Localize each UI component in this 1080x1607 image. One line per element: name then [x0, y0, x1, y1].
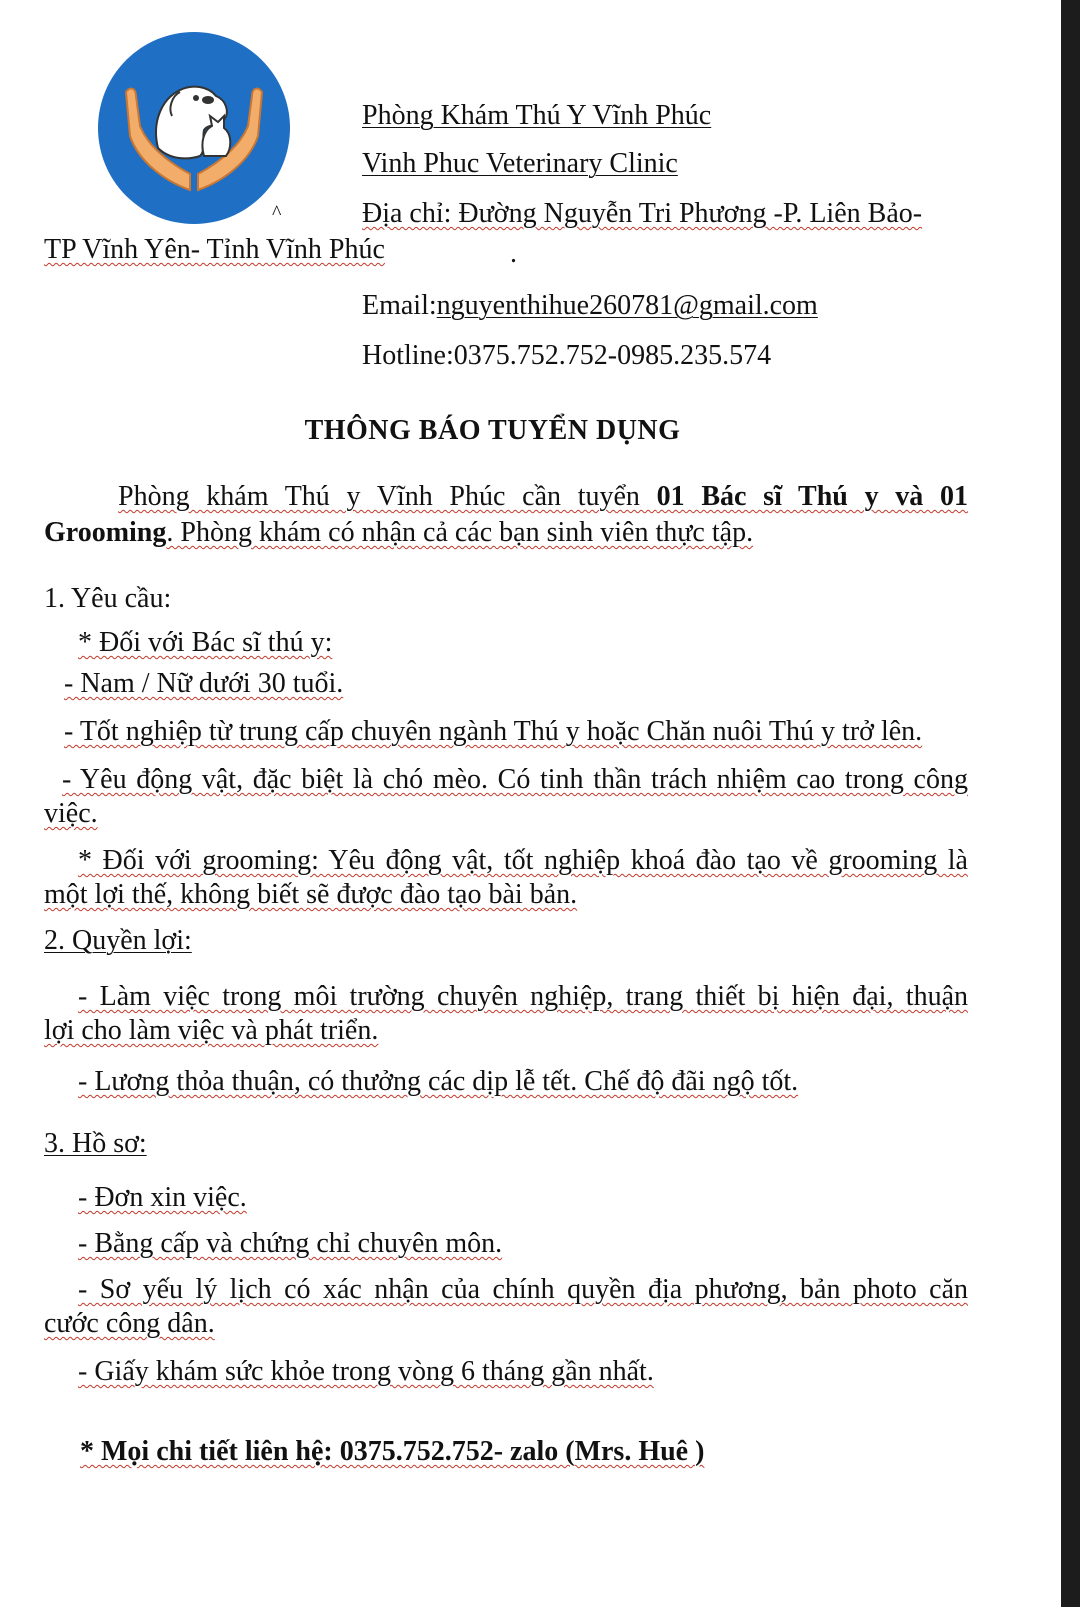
grooming-line1: * Đối với grooming: Yêu động vật, tốt nghiệp khoá đào tạo về grooming là	[78, 845, 968, 876]
section2-heading: 2. Quyền lợi:	[44, 925, 192, 956]
section1-heading: 1. Yêu cầu:	[44, 583, 172, 614]
intro-line1: Phòng khám Thú y Vĩnh Phúc cần tuyển 01 Bác sĩ Thú y và 01	[118, 481, 969, 512]
email-label: Email:	[362, 290, 437, 321]
benefit-1-line1: - Làm việc trong môi trường chuyên nghiệp, trang thiết bị hiện đại, thuận	[78, 981, 968, 1012]
vet-heading: * Đối với Bác sĩ thú y:	[78, 627, 333, 658]
document-3-line1: - Sơ yếu lý lịch có xác nhận của chính quyền địa phương, bản photo căn	[78, 1274, 968, 1305]
requirement-1: - Nam / Nữ dưới 30 tuổi.	[64, 668, 344, 699]
address-line1: Địa chỉ: Đường Nguyễn Tri Phương -P. Liên Bảo-	[362, 198, 923, 229]
contact-line: * Mọi chi tiết liên hệ: 0375.752.752- zalo (Mrs. Huê )	[80, 1436, 705, 1467]
screen-edge	[1061, 0, 1080, 1607]
caret-mark: ^	[272, 202, 282, 224]
requirement-2: - Tốt nghiệp từ trung cấp chuyên ngành Thú y hoặc Chăn nuôi Thú y trở lên.	[64, 716, 923, 747]
grooming-line2: một lợi thế, không biết sẽ được đào tạo bài bản.	[44, 879, 578, 910]
email-link[interactable]: nguyenthihue260781@gmail.com	[436, 290, 818, 321]
clinic-name-vi: Phòng Khám Thú Y Vĩnh Phúc	[362, 100, 712, 131]
requirement-3-line1: - Yêu động vật, đặc biệt là chó mèo. Có tinh thần trách nhiệm cao trong công	[62, 764, 968, 795]
document-1: - Đơn xin việc.	[78, 1182, 247, 1213]
section3-heading: 3. Hồ sơ:	[44, 1128, 147, 1159]
address-line2: TP Vĩnh Yên- Tỉnh Vĩnh Phúc	[44, 234, 385, 265]
document-4: - Giấy khám sức khỏe trong vòng 6 tháng gần nhất.	[78, 1356, 654, 1387]
hotline: Hotline:0375.752.752-0985.235.574	[362, 340, 772, 371]
benefit-2: - Lương thỏa thuận, có thưởng các dịp lễ tết. Chế độ đãi ngộ tốt.	[78, 1066, 799, 1097]
email-line	[362, 289, 818, 323]
benefit-1-line2: lợi cho làm việc và phát triển.	[44, 1015, 379, 1046]
document-2: - Bằng cấp và chứng chỉ chuyên môn.	[78, 1228, 503, 1259]
intro-line2: Grooming. Phòng khám có nhận cả các bạn sinh viên thực tập.	[44, 517, 754, 548]
requirement-3-line2: việc.	[44, 798, 98, 829]
document-3-line2: cước công dân.	[44, 1308, 215, 1339]
notice-title: THÔNG BÁO TUYỂN DỤNG	[304, 415, 681, 446]
dot-mark: .	[510, 238, 517, 269]
clinic-name-en: Vinh Phuc Veterinary Clinic	[362, 148, 678, 179]
clinic-logo	[96, 30, 292, 226]
